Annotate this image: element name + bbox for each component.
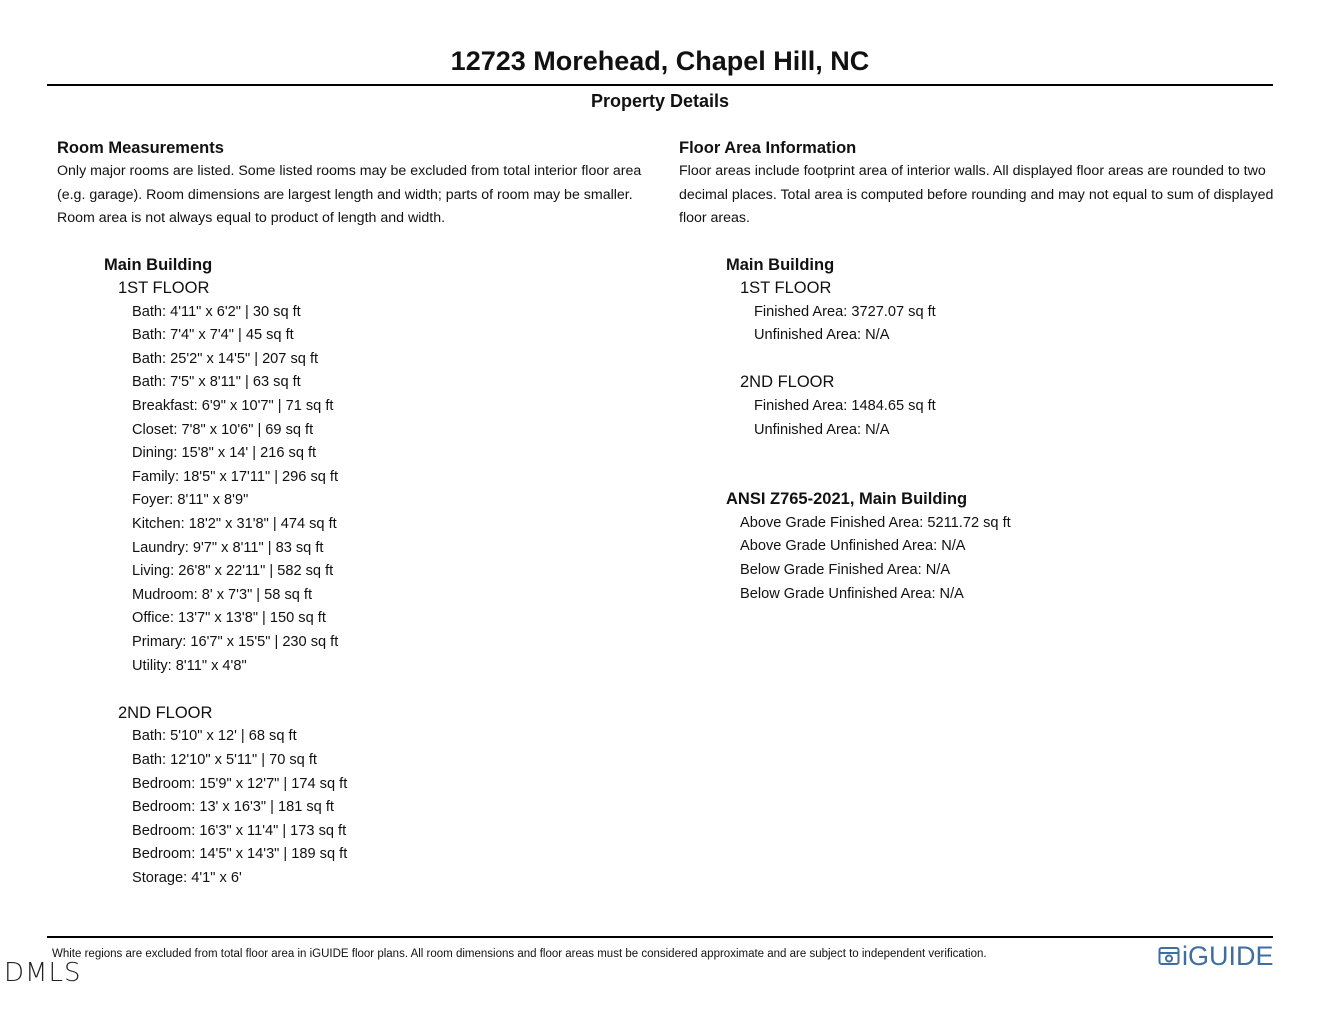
iguide-logo: [1158, 941, 1274, 971]
room-measurements-section: [57, 136, 647, 891]
room-item: Bath: 5'10" x 12' | 68 sq ft: [132, 728, 297, 745]
room-item: Closet: 7'8" x 10'6" | 69 sq ft: [132, 421, 314, 438]
room-building-heading: Main Building: [104, 255, 213, 274]
page-subtitle: Property Details: [590, 91, 730, 111]
room-item: Bedroom: 13' x 16'3" | 181 sq ft: [132, 799, 334, 816]
iguide-logo-icon: [1158, 945, 1182, 967]
room-item: Mudroom: 8' x 7'3" | 58 sq ft: [132, 586, 313, 603]
room-floor-heading: 1ST FLOOR: [118, 279, 210, 298]
room-measurements-heading: Room Measurements: [57, 139, 224, 157]
room-building-block: [104, 254, 647, 891]
room-item: Bedroom: 15'9" x 12'7" | 174 sq ft: [132, 775, 348, 792]
room-floor-2: [118, 702, 647, 891]
room-item: Storage: 4'1" x 6': [132, 869, 242, 886]
ansi-heading: ANSI Z765-2021, Main Building: [726, 490, 968, 509]
footer-divider: [47, 936, 1273, 938]
area-floor-1: [740, 277, 1279, 348]
room-item: Bedroom: 16'3" x 11'4" | 173 sq ft: [132, 822, 347, 839]
room-item: Bath: 7'4" x 7'4" | 45 sq ft: [132, 327, 294, 344]
finished-area: Finished Area: 1484.65 sq ft: [754, 398, 936, 415]
unfinished-area: Unfinished Area: N/A: [754, 327, 890, 344]
room-item: Dining: 15'8" x 14' | 216 sq ft: [132, 445, 317, 462]
ansi-block: [726, 488, 1279, 606]
room-measurements-intro: Only major rooms are listed. Some listed rooms may be excluded from total interior floor area (e.g. garage). Room dimensions are largest length and width; parts of room may be smaller. Room area is not always equal to product of length and width.: [57, 163, 642, 226]
dmls-watermark: DMLS: [4, 958, 82, 988]
iguide-logo-text: iGUIDE: [1182, 941, 1274, 971]
floor-area-intro: Floor areas include footprint area of interior walls. All displayed floor areas are rounded to two decimal places. Total area is computed before rounding and may not equal to sum of displayed floor areas.: [679, 163, 1274, 226]
room-item: Laundry: 9'7" x 8'11" | 83 sq ft: [132, 539, 324, 556]
unfinished-area: Unfinished Area: N/A: [754, 421, 890, 438]
room-item: Family: 18'5" x 17'11" | 296 sq ft: [132, 468, 339, 485]
title-divider: [47, 84, 1273, 86]
room-item: Bath: 12'10" x 5'11" | 70 sq ft: [132, 751, 317, 768]
area-floor-2: [740, 371, 1279, 442]
area-floor-heading: 2ND FLOOR: [740, 373, 835, 392]
room-item: Bedroom: 14'5" x 14'3" | 189 sq ft: [132, 846, 348, 863]
room-item: Bath: 4'11" x 6'2" | 30 sq ft: [132, 303, 301, 320]
room-item: Primary: 16'7" x 15'5" | 230 sq ft: [132, 634, 339, 650]
room-item: Bath: 25'2" x 14'5" | 207 sq ft: [132, 350, 319, 367]
room-floor-heading: 2ND FLOOR: [118, 703, 213, 722]
room-item: Living: 26'8" x 22'11" | 582 sq ft: [132, 563, 334, 580]
area-building-block: [726, 254, 1279, 443]
ansi-line: Above Grade Unfinished Area: N/A: [740, 538, 966, 555]
page-title: 12723 Morehead, Chapel Hill, NC: [450, 46, 870, 76]
room-item: Kitchen: 18'2" x 31'8" | 474 sq ft: [132, 516, 337, 533]
room-item: Foyer: 8'11" x 8'9": [132, 492, 249, 509]
room-item: Bath: 7'5" x 8'11" | 63 sq ft: [132, 374, 301, 391]
room-floor-1: [118, 277, 647, 678]
area-building-heading: Main Building: [726, 255, 835, 274]
ansi-line: Above Grade Finished Area: 5211.72 sq ft: [740, 514, 1011, 531]
footer-disclaimer: White regions are excluded from total floor area in iGUIDE floor plans. All room dimensions and floor areas must be considered approximate and are subject to independent verification.: [52, 948, 987, 960]
room-item: Breakfast: 6'9" x 10'7" | 71 sq ft: [132, 398, 334, 415]
ansi-line: Below Grade Finished Area: N/A: [740, 562, 951, 579]
ansi-line: Below Grade Unfinished Area: N/A: [740, 585, 964, 602]
room-item: Utility: 8'11" x 4'8": [132, 657, 247, 674]
area-floor-heading: 1ST FLOOR: [740, 279, 832, 298]
room-item: Office: 13'7" x 13'8" | 150 sq ft: [132, 610, 326, 627]
floor-area-heading: Floor Area Information: [679, 139, 857, 157]
floor-area-section: [679, 136, 1279, 606]
finished-area: Finished Area: 3727.07 sq ft: [754, 303, 936, 320]
